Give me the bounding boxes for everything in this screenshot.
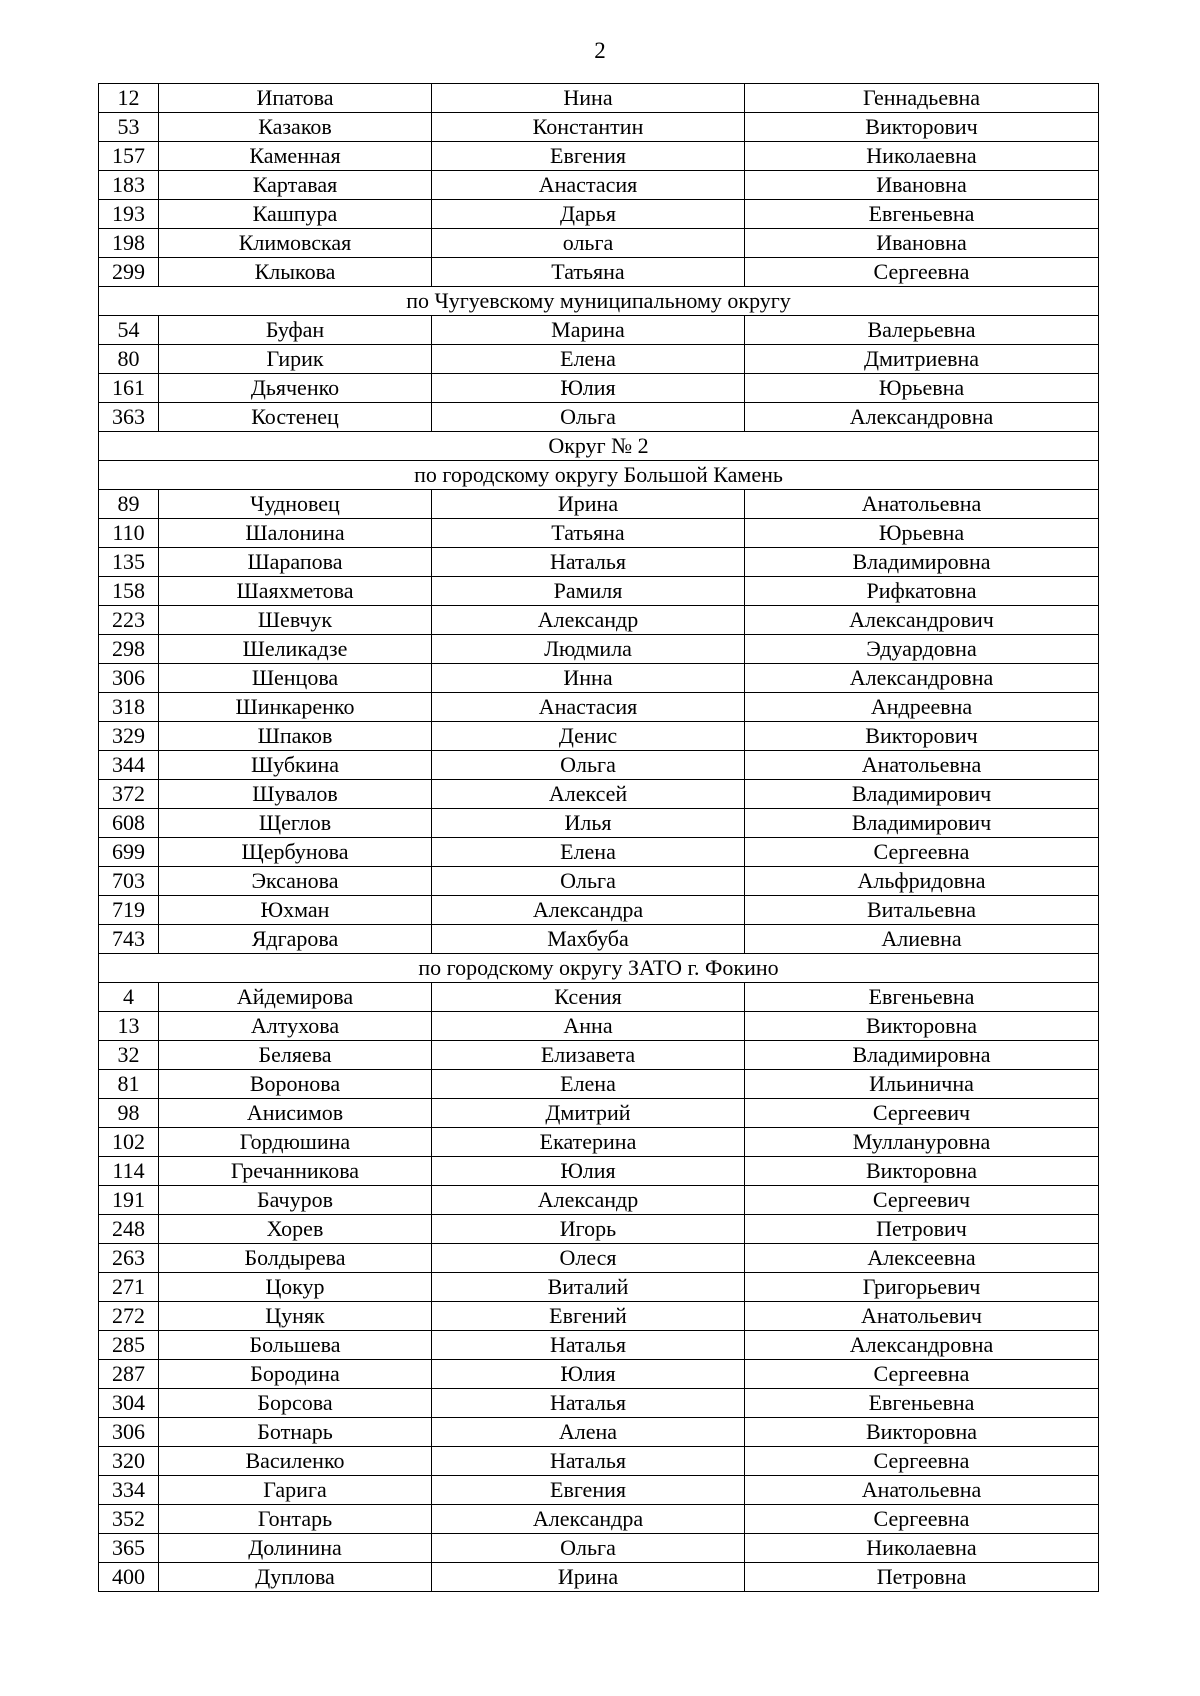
section-header-row (99, 954, 1099, 983)
table-row (99, 751, 1099, 780)
cell-last-name: Картавая (159, 171, 432, 200)
cell-last-name: Шевчук (159, 606, 432, 635)
cell-number: 287 (99, 1360, 159, 1389)
cell-middle-name: Юрьевна (745, 374, 1099, 403)
table-row (99, 200, 1099, 229)
table-row (99, 809, 1099, 838)
cell-first-name: Ирина (432, 1563, 745, 1592)
cell-last-name: Дьяченко (159, 374, 432, 403)
section-header: по городскому округу ЗАТО г. Фокино (99, 954, 1099, 983)
cell-middle-name: Ильинична (745, 1070, 1099, 1099)
cell-number: 400 (99, 1563, 159, 1592)
cell-number: 114 (99, 1157, 159, 1186)
cell-last-name: Казаков (159, 113, 432, 142)
cell-last-name: Костенец (159, 403, 432, 432)
cell-last-name: Долинина (159, 1534, 432, 1563)
cell-last-name: Шаяхметова (159, 577, 432, 606)
section-header: Округ № 2 (99, 432, 1099, 461)
cell-first-name: Елена (432, 345, 745, 374)
cell-last-name: Клыкова (159, 258, 432, 287)
cell-middle-name: Евгеньевна (745, 200, 1099, 229)
cell-first-name: Наталья (432, 1447, 745, 1476)
cell-last-name: Бачуров (159, 1186, 432, 1215)
cell-number: 198 (99, 229, 159, 258)
table-row (99, 1157, 1099, 1186)
cell-first-name: Евгений (432, 1302, 745, 1331)
table-row (99, 693, 1099, 722)
cell-middle-name: Викторович (745, 113, 1099, 142)
cell-number: 285 (99, 1331, 159, 1360)
cell-last-name: Буфан (159, 316, 432, 345)
cell-first-name: Игорь (432, 1215, 745, 1244)
table-row (99, 1012, 1099, 1041)
table-row (99, 838, 1099, 867)
cell-last-name: Чудновец (159, 490, 432, 519)
cell-first-name: Алена (432, 1418, 745, 1447)
table-row (99, 1331, 1099, 1360)
table-row (99, 403, 1099, 432)
cell-first-name: Юлия (432, 1360, 745, 1389)
cell-middle-name: Григорьевич (745, 1273, 1099, 1302)
cell-middle-name: Евгеньевна (745, 1389, 1099, 1418)
cell-number: 318 (99, 693, 159, 722)
cell-number: 98 (99, 1099, 159, 1128)
table-row (99, 345, 1099, 374)
cell-last-name: Воронова (159, 1070, 432, 1099)
cell-last-name: Беляева (159, 1041, 432, 1070)
cell-first-name: Константин (432, 113, 745, 142)
roster-table (98, 83, 1099, 1592)
cell-last-name: Шувалов (159, 780, 432, 809)
table-row (99, 1563, 1099, 1592)
cell-first-name: Юлия (432, 374, 745, 403)
table-row (99, 258, 1099, 287)
cell-last-name: Ипатова (159, 84, 432, 113)
cell-number: 719 (99, 896, 159, 925)
cell-first-name: Илья (432, 809, 745, 838)
cell-first-name: Елена (432, 838, 745, 867)
cell-first-name: Дарья (432, 200, 745, 229)
page-number: 2 (594, 38, 606, 63)
cell-first-name: Елена (432, 1070, 745, 1099)
cell-first-name: Екатерина (432, 1128, 745, 1157)
cell-number: 320 (99, 1447, 159, 1476)
cell-last-name: Шинкаренко (159, 693, 432, 722)
cell-first-name: ольга (432, 229, 745, 258)
cell-first-name: Ирина (432, 490, 745, 519)
table-row (99, 1505, 1099, 1534)
section-header: по городскому округу Большой Камень (99, 461, 1099, 490)
section-header-row (99, 287, 1099, 316)
cell-last-name: Гонтарь (159, 1505, 432, 1534)
cell-first-name: Юлия (432, 1157, 745, 1186)
cell-middle-name: Валерьевна (745, 316, 1099, 345)
cell-number: 271 (99, 1273, 159, 1302)
table-row (99, 1534, 1099, 1563)
cell-first-name: Анастасия (432, 693, 745, 722)
cell-middle-name: Юрьевна (745, 519, 1099, 548)
cell-first-name: Наталья (432, 548, 745, 577)
table-row (99, 983, 1099, 1012)
cell-middle-name: Владимирович (745, 780, 1099, 809)
cell-number: 703 (99, 867, 159, 896)
table-row (99, 1447, 1099, 1476)
cell-number: 363 (99, 403, 159, 432)
cell-first-name: Татьяна (432, 519, 745, 548)
cell-middle-name: Петровна (745, 1563, 1099, 1592)
cell-number: 352 (99, 1505, 159, 1534)
cell-first-name: Виталий (432, 1273, 745, 1302)
table-row (99, 1215, 1099, 1244)
cell-number: 365 (99, 1534, 159, 1563)
cell-last-name: Анисимов (159, 1099, 432, 1128)
cell-first-name: Дмитрий (432, 1099, 745, 1128)
cell-last-name: Щербунова (159, 838, 432, 867)
cell-number: 263 (99, 1244, 159, 1273)
cell-number: 193 (99, 200, 159, 229)
cell-middle-name: Алексеевна (745, 1244, 1099, 1273)
table-row (99, 374, 1099, 403)
cell-last-name: Шарапова (159, 548, 432, 577)
cell-middle-name: Сергеевна (745, 1447, 1099, 1476)
cell-number: 54 (99, 316, 159, 345)
cell-middle-name: Сергеевич (745, 1186, 1099, 1215)
table-row (99, 780, 1099, 809)
table-row (99, 1244, 1099, 1273)
table-row (99, 896, 1099, 925)
cell-first-name: Евгения (432, 1476, 745, 1505)
cell-first-name: Алексей (432, 780, 745, 809)
cell-number: 248 (99, 1215, 159, 1244)
cell-number: 306 (99, 1418, 159, 1447)
cell-last-name: Бородина (159, 1360, 432, 1389)
table-row (99, 1070, 1099, 1099)
cell-middle-name: Дмитриевна (745, 345, 1099, 374)
table-row (99, 84, 1099, 113)
cell-last-name: Гирик (159, 345, 432, 374)
cell-number: 32 (99, 1041, 159, 1070)
section-header-row (99, 432, 1099, 461)
cell-number: 298 (99, 635, 159, 664)
table-row (99, 1360, 1099, 1389)
cell-first-name: Марина (432, 316, 745, 345)
cell-first-name: Денис (432, 722, 745, 751)
cell-first-name: Александра (432, 1505, 745, 1534)
cell-number: 102 (99, 1128, 159, 1157)
cell-last-name: Большева (159, 1331, 432, 1360)
table-row (99, 1041, 1099, 1070)
cell-last-name: Алтухова (159, 1012, 432, 1041)
cell-number: 608 (99, 809, 159, 838)
section-header-row (99, 461, 1099, 490)
cell-first-name: Ольга (432, 403, 745, 432)
cell-last-name: Климовская (159, 229, 432, 258)
cell-last-name: Шалонина (159, 519, 432, 548)
table-row (99, 1476, 1099, 1505)
cell-first-name: Анна (432, 1012, 745, 1041)
cell-number: 272 (99, 1302, 159, 1331)
cell-middle-name: Анатольевна (745, 1476, 1099, 1505)
cell-middle-name: Ивановна (745, 229, 1099, 258)
cell-last-name: Шенцова (159, 664, 432, 693)
cell-first-name: Ольга (432, 1534, 745, 1563)
cell-number: 4 (99, 983, 159, 1012)
cell-last-name: Гречанникова (159, 1157, 432, 1186)
cell-number: 53 (99, 113, 159, 142)
table-row (99, 171, 1099, 200)
cell-number: 334 (99, 1476, 159, 1505)
cell-number: 80 (99, 345, 159, 374)
table-row (99, 316, 1099, 345)
cell-first-name: Инна (432, 664, 745, 693)
table-row (99, 1418, 1099, 1447)
cell-last-name: Хорев (159, 1215, 432, 1244)
table-row (99, 606, 1099, 635)
cell-middle-name: Сергеевна (745, 1505, 1099, 1534)
cell-last-name: Кашпура (159, 200, 432, 229)
table-row (99, 577, 1099, 606)
cell-last-name: Айдемирова (159, 983, 432, 1012)
cell-number: 329 (99, 722, 159, 751)
cell-first-name: Евгения (432, 142, 745, 171)
cell-middle-name: Сергеевич (745, 1099, 1099, 1128)
table-row (99, 1099, 1099, 1128)
table-row (99, 490, 1099, 519)
cell-middle-name: Алиевна (745, 925, 1099, 954)
cell-middle-name: Эдуардовна (745, 635, 1099, 664)
cell-middle-name: Геннадьевна (745, 84, 1099, 113)
cell-last-name: Василенко (159, 1447, 432, 1476)
cell-middle-name: Ивановна (745, 171, 1099, 200)
cell-number: 135 (99, 548, 159, 577)
cell-number: 110 (99, 519, 159, 548)
cell-number: 223 (99, 606, 159, 635)
cell-first-name: Ксения (432, 983, 745, 1012)
cell-first-name: Татьяна (432, 258, 745, 287)
cell-middle-name: Сергеевна (745, 1360, 1099, 1389)
cell-middle-name: Александровна (745, 1331, 1099, 1360)
cell-middle-name: Анатольевич (745, 1302, 1099, 1331)
cell-number: 158 (99, 577, 159, 606)
cell-middle-name: Викторовна (745, 1418, 1099, 1447)
table-row (99, 548, 1099, 577)
section-header: по Чугуевскому муниципальному округу (99, 287, 1099, 316)
cell-number: 304 (99, 1389, 159, 1418)
cell-first-name: Нина (432, 84, 745, 113)
cell-first-name: Елизавета (432, 1041, 745, 1070)
cell-last-name: Болдырева (159, 1244, 432, 1273)
table-row (99, 519, 1099, 548)
cell-middle-name: Андреевна (745, 693, 1099, 722)
cell-middle-name: Анатольевна (745, 751, 1099, 780)
cell-number: 13 (99, 1012, 159, 1041)
cell-middle-name: Петрович (745, 1215, 1099, 1244)
cell-middle-name: Альфридовна (745, 867, 1099, 896)
table-row (99, 867, 1099, 896)
cell-number: 183 (99, 171, 159, 200)
cell-middle-name: Владимирович (745, 809, 1099, 838)
cell-first-name: Анастасия (432, 171, 745, 200)
cell-last-name: Каменная (159, 142, 432, 171)
cell-middle-name: Викторовна (745, 1012, 1099, 1041)
cell-middle-name: Анатольевна (745, 490, 1099, 519)
table-row (99, 113, 1099, 142)
cell-middle-name: Викторовна (745, 1157, 1099, 1186)
cell-first-name: Рамиля (432, 577, 745, 606)
cell-last-name: Ядгарова (159, 925, 432, 954)
cell-first-name: Александра (432, 896, 745, 925)
cell-middle-name: Николаевна (745, 142, 1099, 171)
cell-middle-name: Муллануровна (745, 1128, 1099, 1157)
cell-last-name: Щеглов (159, 809, 432, 838)
cell-number: 157 (99, 142, 159, 171)
table-row (99, 1389, 1099, 1418)
cell-middle-name: Александрович (745, 606, 1099, 635)
cell-last-name: Шубкина (159, 751, 432, 780)
cell-middle-name: Сергеевна (745, 258, 1099, 287)
roster-body (99, 84, 1099, 1592)
cell-number: 89 (99, 490, 159, 519)
cell-number: 191 (99, 1186, 159, 1215)
cell-last-name: Юхман (159, 896, 432, 925)
cell-first-name: Олеся (432, 1244, 745, 1273)
cell-first-name: Махбуба (432, 925, 745, 954)
cell-number: 161 (99, 374, 159, 403)
cell-middle-name: Александровна (745, 403, 1099, 432)
cell-last-name: Гордюшина (159, 1128, 432, 1157)
cell-first-name: Ольга (432, 867, 745, 896)
cell-last-name: Цуняк (159, 1302, 432, 1331)
table-row (99, 142, 1099, 171)
cell-last-name: Борсова (159, 1389, 432, 1418)
cell-first-name: Александр (432, 606, 745, 635)
cell-last-name: Шпаков (159, 722, 432, 751)
table-row (99, 1186, 1099, 1215)
cell-middle-name: Владимировна (745, 1041, 1099, 1070)
cell-middle-name: Евгеньевна (745, 983, 1099, 1012)
table-row (99, 664, 1099, 693)
cell-number: 81 (99, 1070, 159, 1099)
cell-last-name: Гарига (159, 1476, 432, 1505)
cell-number: 12 (99, 84, 159, 113)
table-row (99, 722, 1099, 751)
cell-middle-name: Николаевна (745, 1534, 1099, 1563)
table-row (99, 635, 1099, 664)
table-row (99, 229, 1099, 258)
table-row (99, 925, 1099, 954)
cell-last-name: Шеликадзе (159, 635, 432, 664)
table-row (99, 1273, 1099, 1302)
cell-last-name: Ботнарь (159, 1418, 432, 1447)
table-row (99, 1302, 1099, 1331)
cell-number: 372 (99, 780, 159, 809)
cell-middle-name: Викторович (745, 722, 1099, 751)
cell-last-name: Эксанова (159, 867, 432, 896)
cell-first-name: Александр (432, 1186, 745, 1215)
table-row (99, 1128, 1099, 1157)
cell-number: 299 (99, 258, 159, 287)
cell-number: 699 (99, 838, 159, 867)
cell-last-name: Дуплова (159, 1563, 432, 1592)
cell-first-name: Ольга (432, 751, 745, 780)
cell-middle-name: Сергеевна (745, 838, 1099, 867)
cell-middle-name: Александровна (745, 664, 1099, 693)
cell-middle-name: Витальевна (745, 896, 1099, 925)
cell-first-name: Наталья (432, 1389, 745, 1418)
cell-number: 743 (99, 925, 159, 954)
cell-middle-name: Рифкатовна (745, 577, 1099, 606)
cell-number: 344 (99, 751, 159, 780)
cell-first-name: Наталья (432, 1331, 745, 1360)
cell-middle-name: Владимировна (745, 548, 1099, 577)
cell-number: 306 (99, 664, 159, 693)
cell-last-name: Цокур (159, 1273, 432, 1302)
cell-first-name: Людмила (432, 635, 745, 664)
